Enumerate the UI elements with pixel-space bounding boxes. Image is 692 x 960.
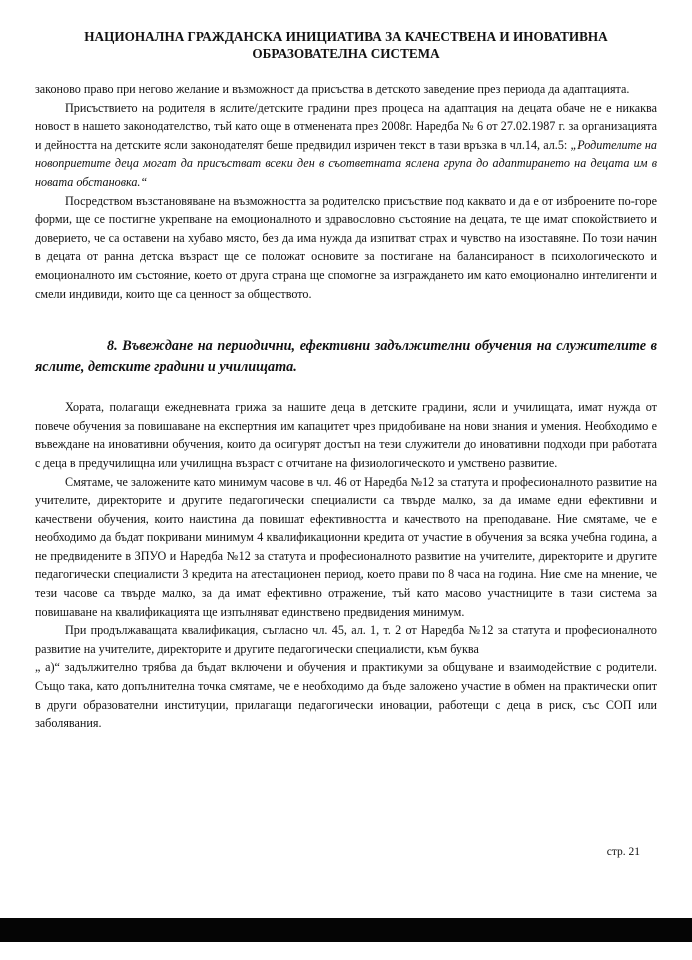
bottom-black-bar — [0, 918, 692, 942]
page-number: стр. 21 — [606, 846, 640, 858]
header-line-2: ОБРАЗОВАТЕЛНА СИСТЕМА — [252, 46, 440, 61]
section-heading: 8. Въвеждане на периодични, ефективни задължителни обучения на служителите в яслите, детските градини и училищата. — [35, 338, 657, 376]
paragraph-2-quote: „Родителите на новоприетите деца могат да присъстват всеки ден в съответната яслена група до адаптирането на децата им в новата обстановка.“ — [35, 137, 657, 189]
paragraph-6-rest: „ а)“ задължително трябва да бъдат включени и обучения и практикуми за общуване и взаимодействие с родители. Също така, като допълнителна точка смятаме, че е необходимо да бъде заложено участие в обмен на практически опит в други образователни институции, прилагащи педагогически иновации, работещи с деца в риск, със СОП или заболявания. — [35, 660, 657, 731]
document-header — [40, 28, 652, 62]
header-line-1: НАЦИОНАЛНА ГРАЖДАНСКА ИНИЦИАТИВА ЗА КАЧЕСТВЕНА И ИНОВАТИВНА — [84, 29, 608, 44]
paragraph-6-start: При продължаващата квалификация, съгласно чл. 45, ал. 1, т. 2 от Наредба №12 за статута и професионалното развитие на учителите, директорите и другите педагогически специалисти, към буква — [35, 623, 657, 656]
document-body — [35, 80, 657, 733]
paragraph-3: Посредством възстановяване на възможността за родителско присъствие под каквато и да е от изброените по-горе форми, ще се постигне укрепване на емоционалното и здравословно състояние на децата, те ще имат спокойствието и доверието, че са оставени на хубаво място, без да има нужда да изпитват страх и чувство на изоставяне. По този начин в децата от ранна детска възраст ще се положат основите за постигане на балансираност в психологическото и емоционалното им състояние, което от друга страна ще спомогне за изграждането им като емоционално интелигенти и смели индивиди, които ще са ценност за обществото. — [35, 193, 657, 301]
paragraph-2 — [35, 99, 657, 192]
paragraph-2-text: Присъствието на родителя в яслите/детските градини през процеса на адаптация на децата обаче не е никаква новост в нашето законодателство, тъй като още в отменената през 2008г. Наредба № 6 от 27.02.1987 г. за организацията и дейността на детските ясли законодателят беше предвидил изричен текст в тази връзка в чл.14, ал.5: — [35, 100, 657, 152]
paragraph-4: Хората, полагащи ежедневната грижа за нашите деца в детските градини, ясли и училищата, имат нужда от повече обучения за повишаване на експертния им капацитет чрез придобиване на нови знания и умения. Необходимо е въвеждане на иновативни обучения, които да осигурят достъп на тези служители до иновативни подходи при работата с деца в предучилищна или училищна възраст с отчитане на физиологическото и умствено развитие. — [35, 400, 657, 470]
paragraph-5: Смятаме, че заложените като минимум часове в чл. 46 от Наредба №12 за статута и професионалното развитие на учителите, директорите и другите педагогически специалисти са твърде малко, за да имаме едни ефективни и качествени обучения, които наистина да повишат ефективността и качеството на преподаване. Ние смятаме, че е необходимо да бъдат покривани минимум 4 квалификационни кредита от участие в обучения за всяка учебна година, а не предвидените в ЗПУО и Наредба №12 за статута и професионалното развитие на учителите, директорите и другите педагогически специалисти 3 кредита на атестационен период, което прави по 8 часа на година. Ние сме на мнение, че тези часове са твърде малко, за да имат ефективно отражение, тъй като масово участниците в тази система за повишаване на квалификацията ще изпълняват единствено предвидения минимум. — [35, 474, 657, 619]
paragraph-1: законово право при негово желание и възможност да присъства в детското заведение през периода да адаптацията. — [35, 82, 630, 96]
